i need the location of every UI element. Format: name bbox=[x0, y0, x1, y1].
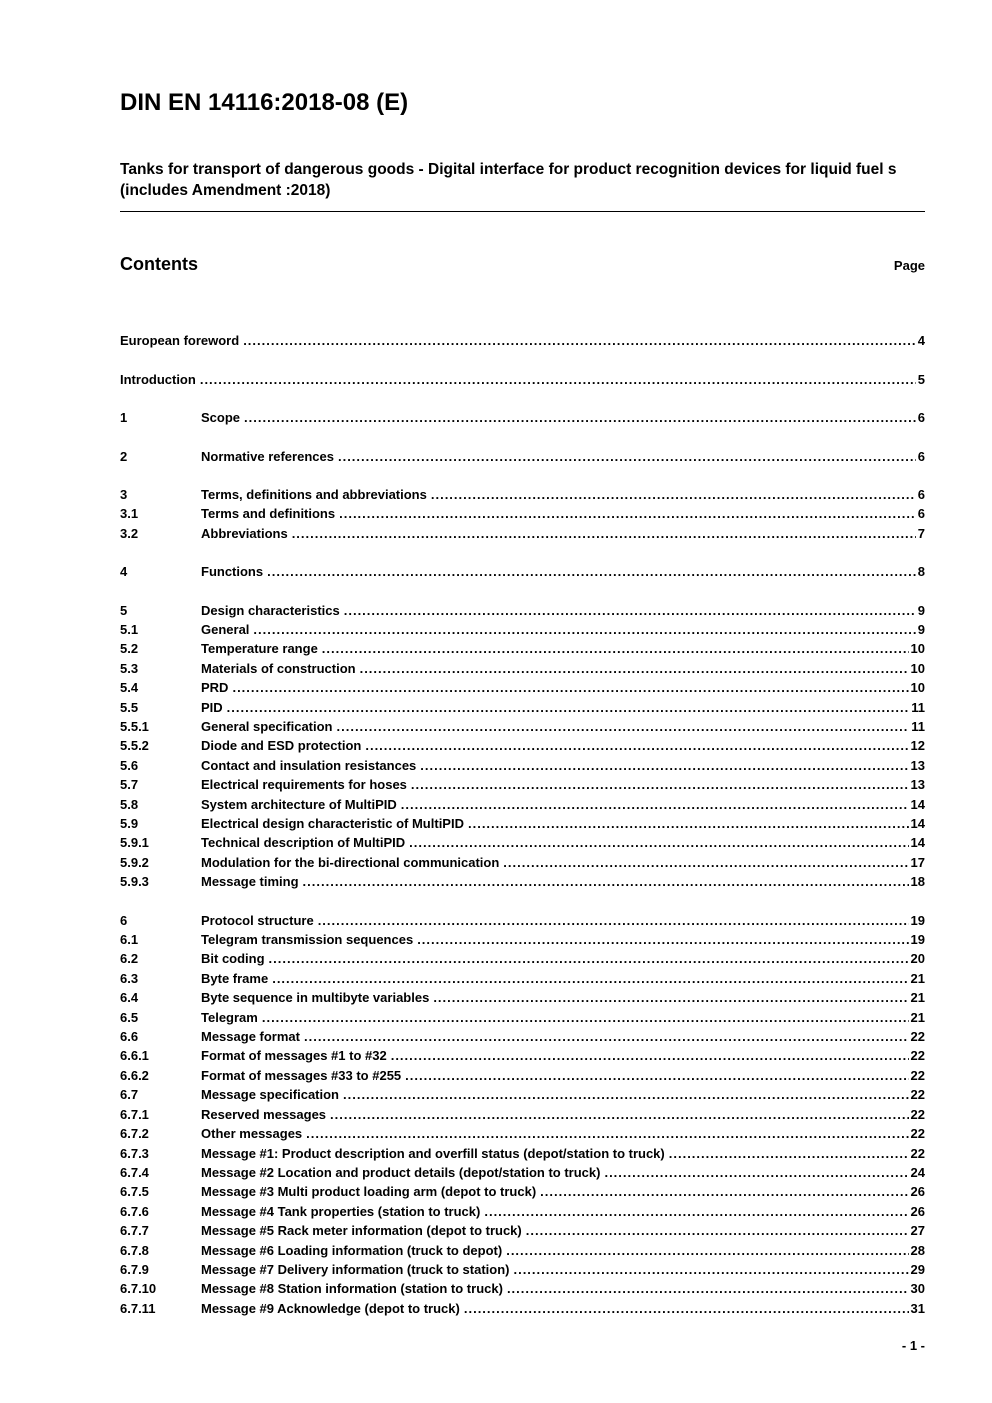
toc-leader-dots bbox=[420, 756, 908, 775]
toc-entry-number: 3 bbox=[120, 486, 128, 502]
toc-entry-title: Format of messages #1 to #32 bbox=[201, 1048, 387, 1064]
toc-entry bbox=[120, 1163, 925, 1182]
toc-entry-number: 6.2 bbox=[120, 951, 139, 967]
table-of-contents bbox=[120, 331, 925, 1318]
toc-leader-dots bbox=[468, 814, 909, 833]
toc-entry bbox=[120, 736, 925, 755]
toc-entry-page: 27 bbox=[910, 1223, 925, 1239]
toc-entry bbox=[120, 949, 925, 968]
toc-entry-page: 10 bbox=[910, 680, 925, 696]
toc-leader-dots bbox=[365, 736, 908, 755]
toc-entry-number: 5.9 bbox=[120, 816, 139, 832]
toc-leader-dots bbox=[322, 639, 909, 658]
toc-entry bbox=[120, 447, 925, 466]
toc-leader-dots bbox=[272, 969, 908, 988]
toc-entry bbox=[120, 1066, 925, 1085]
toc-entry-title: Normative references bbox=[201, 448, 334, 464]
toc-entry bbox=[120, 969, 925, 988]
toc-leader-dots bbox=[227, 698, 910, 717]
toc-leader-dots bbox=[669, 1144, 909, 1163]
toc-entry-page: 13 bbox=[910, 777, 925, 793]
toc-entry-number: 5.5.2 bbox=[120, 738, 149, 754]
toc-entry-number: 5.9.3 bbox=[120, 874, 149, 890]
toc-entry-title: Diode and ESD protection bbox=[201, 738, 362, 754]
toc-entry-number: 6.6.1 bbox=[120, 1048, 149, 1064]
toc-leader-dots bbox=[409, 833, 908, 852]
toc-entry-number: 5.9.1 bbox=[120, 835, 149, 851]
toc-entry bbox=[120, 853, 925, 872]
toc-leader-dots bbox=[417, 930, 908, 949]
toc-leader-dots bbox=[304, 1027, 909, 1046]
toc-leader-dots bbox=[232, 678, 908, 697]
toc-entry-title: PRD bbox=[201, 680, 229, 696]
toc-leader-dots bbox=[339, 504, 916, 523]
toc-entry-title: General bbox=[201, 621, 250, 637]
toc-entry bbox=[120, 485, 925, 504]
toc-entry-title: Temperature range bbox=[201, 641, 318, 657]
toc-entry-title: Terms, definitions and abbreviations bbox=[201, 486, 427, 502]
toc-entry-title: Materials of construction bbox=[201, 660, 356, 676]
toc-entry-title: Introduction bbox=[120, 371, 196, 387]
toc-entry-title: Byte frame bbox=[201, 970, 269, 986]
toc-entry-number: 6.7.1 bbox=[120, 1106, 149, 1122]
toc-leader-dots bbox=[344, 601, 916, 620]
toc-entry bbox=[120, 795, 925, 814]
toc-entry-page: 14 bbox=[910, 816, 925, 832]
toc-entry-page: 14 bbox=[910, 796, 925, 812]
toc-leader-dots bbox=[306, 1124, 908, 1143]
toc-entry-page: 18 bbox=[910, 874, 925, 890]
toc-entry-number: 5.3 bbox=[120, 660, 139, 676]
toc-entry-page: 9 bbox=[917, 621, 925, 637]
toc-entry-number: 6.7.7 bbox=[120, 1223, 149, 1239]
toc-entry-page: 8 bbox=[917, 564, 925, 580]
toc-entry-title: Electrical design characteristic of MultiPID bbox=[201, 816, 464, 832]
toc-entry-title: Contact and insulation resistances bbox=[201, 757, 417, 773]
document-title: Tanks for transport of dangerous goods - Digital interface for product recognition devices for liquid fuel s (includes Amendment :2018) bbox=[120, 161, 897, 199]
toc-entry bbox=[120, 1260, 925, 1279]
document-title-block bbox=[120, 160, 925, 212]
toc-leader-dots bbox=[244, 408, 916, 427]
toc-entry bbox=[120, 1182, 925, 1201]
toc-entry-number: 5.5 bbox=[120, 699, 139, 715]
toc-entry-page: 4 bbox=[917, 333, 925, 349]
toc-entry-number: 6.7.3 bbox=[120, 1145, 149, 1161]
toc-entry-title: Technical description of MultiPID bbox=[201, 835, 406, 851]
document-number-heading: DIN EN 14116:2018-08 (E) bbox=[120, 89, 409, 116]
toc-entry bbox=[120, 331, 925, 350]
toc-entry bbox=[120, 756, 925, 775]
toc-entry-page: 10 bbox=[910, 660, 925, 676]
toc-entry-number: 5.6 bbox=[120, 757, 139, 773]
toc-entry bbox=[120, 1046, 925, 1065]
toc-entry bbox=[120, 504, 925, 523]
toc-leader-dots bbox=[401, 795, 909, 814]
toc-entry-title: Message #5 Rack meter information (depot to truck) bbox=[201, 1223, 522, 1239]
toc-entry-title: Format of messages #33 to #255 bbox=[201, 1067, 402, 1083]
toc-entry-title: Message #4 Tank properties (station to truck) bbox=[201, 1203, 481, 1219]
toc-entry-number: 5.7 bbox=[120, 777, 139, 793]
toc-entry-page: 26 bbox=[910, 1184, 925, 1200]
toc-entry-page: 5 bbox=[917, 371, 925, 387]
toc-entry-page: 17 bbox=[910, 854, 925, 870]
toc-entry-number: 6.3 bbox=[120, 970, 139, 986]
toc-entry-number: 4 bbox=[120, 564, 128, 580]
toc-entry bbox=[120, 833, 925, 852]
toc-leader-dots bbox=[269, 949, 909, 968]
toc-entry-page: 9 bbox=[917, 602, 925, 618]
toc-entry-page: 19 bbox=[910, 912, 925, 928]
toc-entry bbox=[120, 659, 925, 678]
toc-entry-title: Terms and definitions bbox=[201, 506, 336, 522]
toc-entry-number: 6.7.11 bbox=[120, 1300, 156, 1316]
toc-entry-page: 22 bbox=[910, 1029, 925, 1045]
toc-entry bbox=[120, 1085, 925, 1104]
toc-leader-dots bbox=[343, 1085, 909, 1104]
toc-leader-dots bbox=[337, 717, 910, 736]
toc-group bbox=[120, 408, 925, 427]
toc-leader-dots bbox=[503, 853, 908, 872]
toc-leader-dots bbox=[506, 1241, 908, 1260]
toc-entry-title: Design characteristics bbox=[201, 602, 340, 618]
toc-entry-number: 6.7.2 bbox=[120, 1126, 149, 1142]
toc-leader-dots bbox=[604, 1163, 908, 1182]
toc-entry-title: Message #3 Multi product loading arm (depot to truck) bbox=[201, 1184, 537, 1200]
toc-entry-number: 6.7.5 bbox=[120, 1184, 149, 1200]
toc-group bbox=[120, 370, 925, 389]
toc-leader-dots bbox=[338, 447, 916, 466]
toc-entry-title: Message #6 Loading information (truck to depot) bbox=[201, 1242, 503, 1258]
toc-entry-title: Scope bbox=[201, 410, 241, 426]
toc-leader-dots bbox=[303, 872, 909, 891]
toc-leader-dots bbox=[267, 562, 916, 581]
toc-entry-page: 22 bbox=[910, 1106, 925, 1122]
toc-entry bbox=[120, 601, 925, 620]
toc-entry-number: 3.1 bbox=[120, 506, 139, 522]
toc-entry-number: 6.6.2 bbox=[120, 1067, 149, 1083]
toc-entry-page: 21 bbox=[910, 1009, 925, 1025]
toc-leader-dots bbox=[411, 775, 909, 794]
toc-entry bbox=[120, 1279, 925, 1298]
page-column-label: Page bbox=[893, 258, 925, 274]
toc-leader-dots bbox=[405, 1066, 908, 1085]
toc-entry-page: 12 bbox=[910, 738, 925, 754]
toc-group bbox=[120, 331, 925, 350]
toc-entry-page: 11 bbox=[911, 699, 925, 715]
toc-leader-dots bbox=[330, 1105, 909, 1124]
toc-leader-dots bbox=[262, 1008, 909, 1027]
toc-entry-page: 21 bbox=[910, 970, 925, 986]
toc-group bbox=[120, 447, 925, 466]
toc-entry-title: Telegram transmission sequences bbox=[201, 932, 414, 948]
toc-entry-title: Bit coding bbox=[201, 951, 265, 967]
toc-entry-page: 6 bbox=[917, 410, 925, 426]
toc-entry-title: Message #7 Delivery information (truck to station) bbox=[201, 1261, 510, 1277]
toc-entry-page: 6 bbox=[917, 486, 925, 502]
toc-entry bbox=[120, 562, 925, 581]
toc-entry bbox=[120, 1221, 925, 1240]
toc-entry bbox=[120, 1202, 925, 1221]
toc-entry-number: 6.4 bbox=[120, 990, 139, 1006]
toc-entry bbox=[120, 1027, 925, 1046]
toc-entry-title: Message #2 Location and product details (depot/station to truck) bbox=[201, 1164, 601, 1180]
toc-entry-title: Message #1: Product description and overfill status (depot/station to truck) bbox=[201, 1145, 665, 1161]
toc-leader-dots bbox=[433, 988, 908, 1007]
toc-entry-number: 6.6 bbox=[120, 1029, 139, 1045]
toc-entry-page: 20 bbox=[910, 951, 925, 967]
toc-entry-title: European foreword bbox=[120, 333, 240, 349]
toc-leader-dots bbox=[464, 1299, 909, 1318]
toc-entry-page: 26 bbox=[910, 1203, 925, 1219]
toc-entry-title: Electrical requirements for hoses bbox=[201, 777, 407, 793]
toc-leader-dots bbox=[318, 911, 909, 930]
toc-entry bbox=[120, 678, 925, 697]
toc-entry bbox=[120, 775, 925, 794]
toc-entry-number: 5.2 bbox=[120, 641, 139, 657]
toc-entry-page: 21 bbox=[910, 990, 925, 1006]
toc-entry-page: 22 bbox=[910, 1067, 925, 1083]
toc-group bbox=[120, 485, 925, 543]
toc-entry-title: Message #8 Station information (station to truck) bbox=[201, 1281, 503, 1297]
toc-entry-title: PID bbox=[201, 699, 223, 715]
toc-entry bbox=[120, 814, 925, 833]
toc-group bbox=[120, 911, 925, 1319]
toc-entry-page: 10 bbox=[910, 641, 925, 657]
toc-entry-title: System architecture of MultiPID bbox=[201, 796, 397, 812]
toc-entry bbox=[120, 1299, 925, 1318]
toc-entry-title: Telegram bbox=[201, 1009, 258, 1025]
toc-entry bbox=[120, 1105, 925, 1124]
toc-entry-number: 5.1 bbox=[120, 621, 139, 637]
toc-entry-number: 6.7.6 bbox=[120, 1203, 149, 1219]
toc-entry-number: 5.9.2 bbox=[120, 854, 149, 870]
toc-entry-page: 14 bbox=[910, 835, 925, 851]
toc-entry-page: 31 bbox=[910, 1300, 925, 1316]
toc-entry-page: 24 bbox=[910, 1164, 925, 1180]
toc-entry-number: 6 bbox=[120, 912, 128, 928]
toc-entry-number: 5.4 bbox=[120, 680, 139, 696]
toc-leader-dots bbox=[526, 1221, 909, 1240]
toc-entry bbox=[120, 639, 925, 658]
toc-entry-page: 30 bbox=[910, 1281, 925, 1297]
contents-heading: Contents bbox=[120, 254, 198, 275]
toc-entry-number: 6.7.10 bbox=[120, 1281, 157, 1297]
toc-entry-page: 29 bbox=[910, 1261, 925, 1277]
toc-entry bbox=[120, 717, 925, 736]
toc-entry-page: 22 bbox=[910, 1126, 925, 1142]
toc-entry-title: Reserved messages bbox=[201, 1106, 327, 1122]
toc-entry bbox=[120, 988, 925, 1007]
toc-entry-number: 5 bbox=[120, 602, 128, 618]
toc-leader-dots bbox=[391, 1046, 909, 1065]
toc-entry-number: 5.5.1 bbox=[120, 718, 149, 734]
toc-leader-dots bbox=[292, 524, 916, 543]
toc-entry bbox=[120, 698, 925, 717]
toc-entry-page: 13 bbox=[910, 757, 925, 773]
toc-entry-number: 6.7.8 bbox=[120, 1242, 149, 1258]
toc-entry-number: 5.8 bbox=[120, 796, 139, 812]
toc-entry-title: Message #9 Acknowledge (depot to truck) bbox=[201, 1300, 460, 1316]
toc-leader-dots bbox=[360, 659, 909, 678]
contents-header-row bbox=[120, 254, 925, 275]
toc-entry-title: Functions bbox=[201, 564, 264, 580]
toc-entry bbox=[120, 930, 925, 949]
toc-entry-page: 22 bbox=[910, 1145, 925, 1161]
toc-entry-number: 6.7.4 bbox=[120, 1164, 149, 1180]
toc-entry-title: Message format bbox=[201, 1029, 300, 1045]
toc-entry-page: 28 bbox=[910, 1242, 925, 1258]
toc-entry-page: 19 bbox=[910, 932, 925, 948]
toc-entry-title: Abbreviations bbox=[201, 525, 288, 541]
toc-entry-title: Message specification bbox=[201, 1087, 339, 1103]
toc-entry-title: Byte sequence in multibyte variables bbox=[201, 990, 430, 1006]
toc-entry bbox=[120, 1008, 925, 1027]
toc-leader-dots bbox=[484, 1202, 908, 1221]
toc-leader-dots bbox=[243, 331, 916, 350]
toc-entry-page: 6 bbox=[917, 448, 925, 464]
toc-entry-page: 6 bbox=[917, 506, 925, 522]
toc-entry-title: Message timing bbox=[201, 874, 299, 890]
toc-entry-title: Other messages bbox=[201, 1126, 303, 1142]
toc-entry bbox=[120, 1241, 925, 1260]
toc-leader-dots bbox=[540, 1182, 908, 1201]
toc-entry-number: 6.7 bbox=[120, 1087, 139, 1103]
page-number-footer: - 1 - bbox=[901, 1338, 925, 1353]
toc-entry-title: Protocol structure bbox=[201, 912, 314, 928]
toc-group bbox=[120, 601, 925, 892]
toc-leader-dots bbox=[507, 1279, 909, 1298]
toc-entry-number: 3.2 bbox=[120, 525, 139, 541]
toc-entry-title: General specification bbox=[201, 718, 333, 734]
toc-entry bbox=[120, 620, 925, 639]
toc-entry bbox=[120, 370, 925, 389]
toc-entry-number: 6.1 bbox=[120, 932, 139, 948]
toc-group bbox=[120, 562, 925, 581]
toc-entry-number: 1 bbox=[120, 410, 128, 426]
toc-entry bbox=[120, 1144, 925, 1163]
toc-entry bbox=[120, 408, 925, 427]
toc-entry-page: 7 bbox=[917, 525, 925, 541]
toc-entry-number: 2 bbox=[120, 448, 128, 464]
toc-leader-dots bbox=[200, 370, 916, 389]
toc-entry bbox=[120, 872, 925, 891]
toc-entry-number: 6.5 bbox=[120, 1009, 139, 1025]
toc-entry-number: 6.7.9 bbox=[120, 1261, 149, 1277]
toc-entry-page: 11 bbox=[911, 718, 925, 734]
toc-entry bbox=[120, 1124, 925, 1143]
toc-entry-title: Modulation for the bi-directional communication bbox=[201, 854, 500, 870]
toc-entry bbox=[120, 524, 925, 543]
toc-leader-dots bbox=[253, 620, 915, 639]
toc-leader-dots bbox=[431, 485, 916, 504]
toc-entry-page: 22 bbox=[910, 1048, 925, 1064]
toc-entry-page: 22 bbox=[910, 1087, 925, 1103]
toc-leader-dots bbox=[513, 1260, 908, 1279]
toc-entry bbox=[120, 911, 925, 930]
